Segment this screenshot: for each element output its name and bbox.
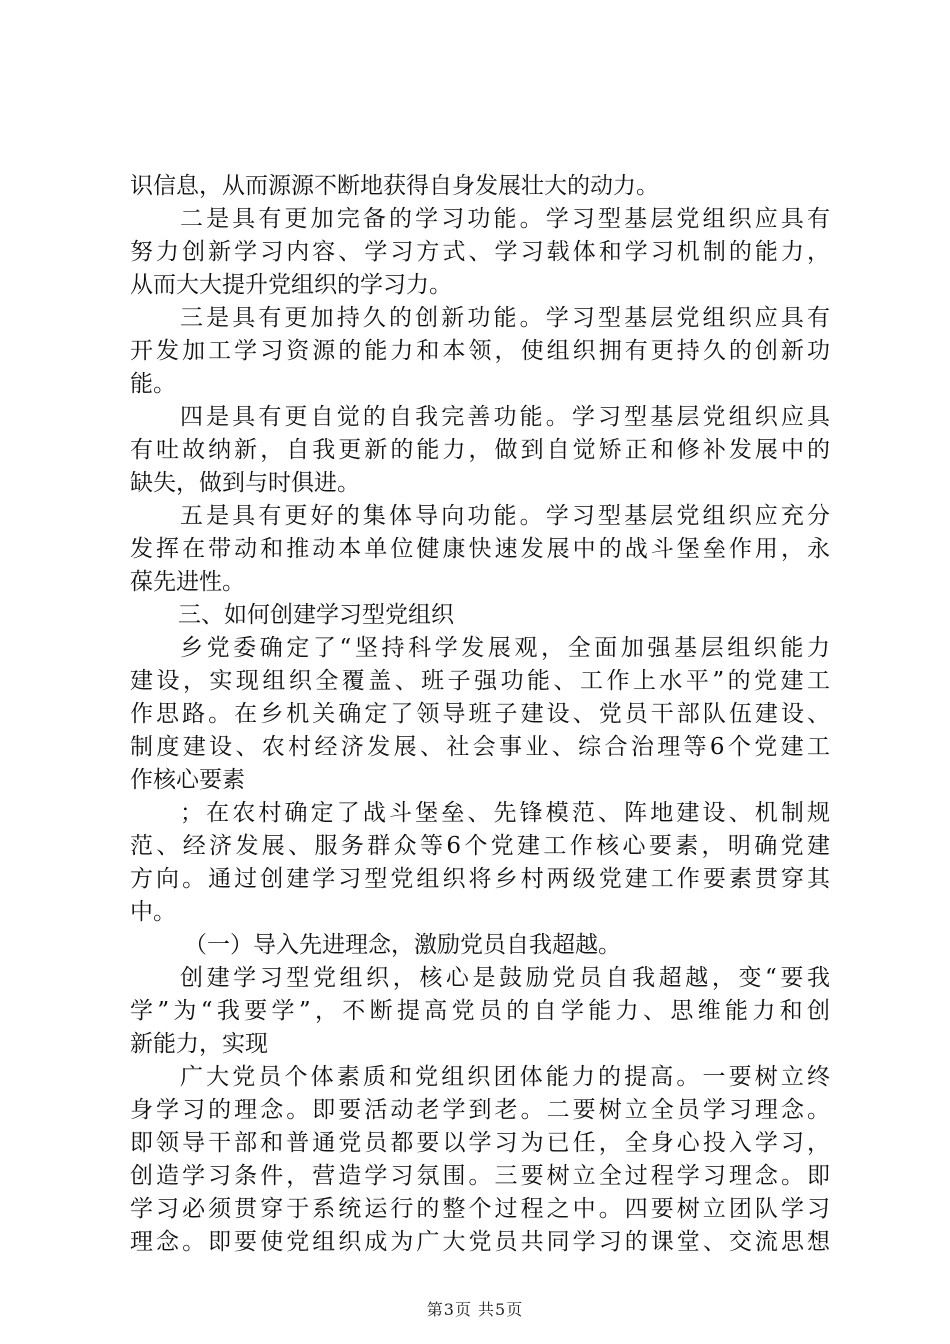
- text-line: 建设，实现组织全覆盖、班子强功能、工作上水平”的党建工: [130, 668, 830, 694]
- text-line: 即领导干部和普通党员都要以学习为已任，全身心投入学习，: [130, 1130, 830, 1156]
- document-body: [130, 170, 830, 1259]
- text-line: 范、经济发展、服务群众等6个党建工作核心要素，明确党建: [130, 833, 830, 859]
- text-line: 作核心要素: [130, 767, 245, 793]
- section-heading: 三、如何创建学习型党组织: [178, 602, 454, 628]
- text-line: 理念。即要使党组织成为广大党员共同学习的课堂、交流思想: [130, 1229, 830, 1255]
- text-line: 开发加工学习资源的能力和本领，使组织拥有更持久的创新功: [130, 338, 830, 364]
- text-line: 学习必须贯穿于系统运行的整个过程之中。四要树立团队学习: [130, 1196, 830, 1222]
- paragraph-start-line: 二是具有更加完备的学习功能。学习型基层党组织应具有: [180, 206, 830, 232]
- page-number-footer: 第3页 共5页: [426, 1300, 524, 1319]
- text-line: 努力创新学习内容、学习方式、学习载体和学习机制的能力，: [130, 239, 830, 265]
- text-line: 作思路。在乡机关确定了领导班子建设、党员干部队伍建设、: [130, 701, 830, 727]
- text-line: 身学习的理念。即要活动老学到老。二要树立全员学习理念。: [130, 1097, 830, 1123]
- text-line: 制度建设、农村经济发展、社会事业、综合治理等6个党建工: [130, 734, 830, 760]
- paragraph-start-line: 创建学习型党组织，核心是鼓励党员自我超越，变“要我: [180, 965, 830, 991]
- paragraph-start-line: ；在农村确定了战斗堡垒、先锋模范、阵地建设、机制规: [180, 800, 830, 826]
- text-line: 方向。通过创建学习型党组织将乡村两级党建工作要素贯穿其: [130, 866, 830, 892]
- paragraph-start-line: 五是具有更好的集体导向功能。学习型基层党组织应充分: [180, 503, 830, 529]
- text-line: 发挥在带动和推动本单位健康快速发展中的战斗堡垒作用，永: [130, 536, 830, 562]
- text-line: 从而大大提升党组织的学习力。: [130, 272, 452, 298]
- text-line: 葆先进性。: [130, 569, 245, 595]
- text-line: 缺失，做到与时俱进。: [130, 470, 360, 496]
- text-line: 创造学习条件，营造学习氛围。三要树立全过程学习理念。即: [130, 1163, 830, 1189]
- paragraph-start-line: 三是具有更加持久的创新功能。学习型基层党组织应具有: [180, 305, 830, 331]
- paragraph-start-line: 广大党员个体素质和党组织团体能力的提高。一要树立终: [180, 1064, 830, 1090]
- text-line: 中。: [130, 899, 176, 925]
- text-line: 学”为“我要学”，不断提高党员的自学能力、思维能力和创: [130, 998, 830, 1024]
- text-line: 识信息，从而源源不断地获得自身发展壮大的动力。: [130, 173, 659, 199]
- paragraph-start-line: 乡党委确定了“坚持科学发展观，全面加强基层组织能力: [180, 635, 830, 661]
- subsection-heading: （一）导入先进理念，激励党员自我超越。: [184, 932, 621, 958]
- text-line: 能。: [130, 371, 176, 397]
- paragraph-start-line: 四是具有更自觉的自我完善功能。学习型基层党组织应具: [180, 404, 830, 430]
- text-line: 有吐故纳新，自我更新的能力，做到自觉矫正和修补发展中的: [130, 437, 830, 463]
- text-line: 新能力，实现: [130, 1031, 268, 1057]
